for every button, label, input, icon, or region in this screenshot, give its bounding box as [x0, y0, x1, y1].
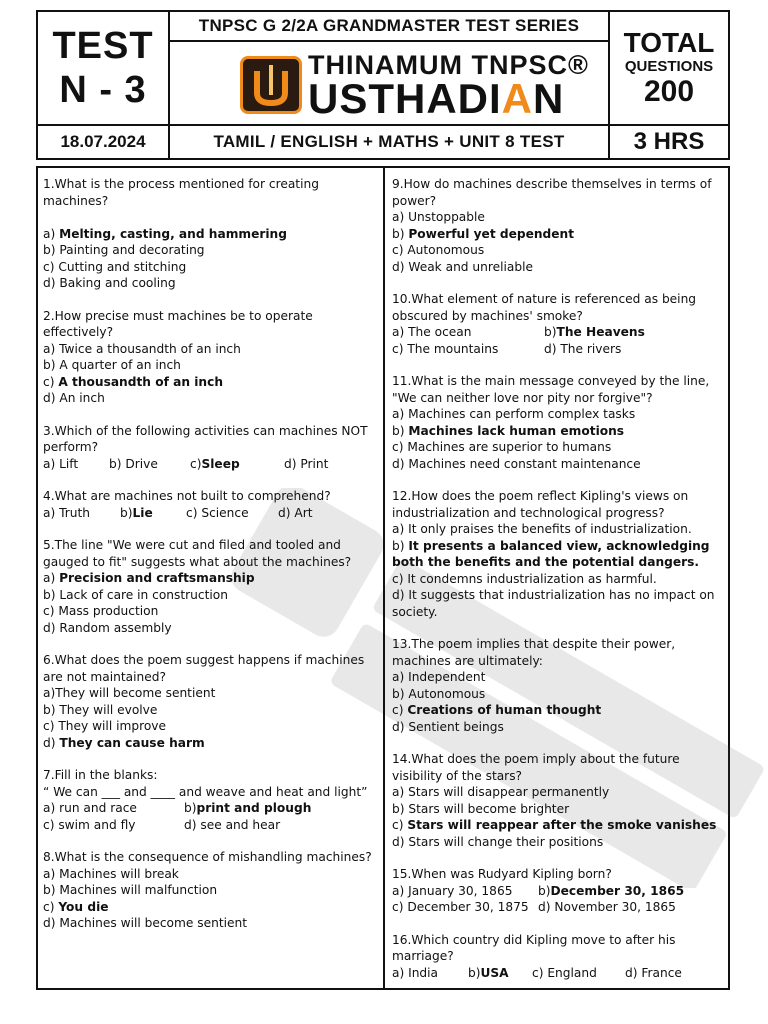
question-11: 11.What is the main message conveyed by the line, "We can neither love nor pity nor forgive"? a) Machines can perform complex tasks b) Machines lack human emotions c) Machines are superior to humans d) Machines need constant maintenance — [392, 374, 710, 471]
logo-line2: USTHADIAN — [308, 75, 565, 122]
logo-badge-icon — [240, 56, 302, 114]
question-12: 12.How does the poem reflect Kipling's views on industrialization and technological progress? a) It only praises the benefits of industrialization. b) It presents a balanced view, acknowledging both the benefits and the potential dangers. c) It condemns industrialization as harmful. d) It suggests that industrialization has no impact on society. — [392, 489, 715, 619]
question-4: 4.What are machines not built to comprehend? a) Truth b)Lie c) Science d) Art — [43, 489, 331, 520]
total-count: 200 — [643, 75, 695, 108]
test-subject: TAMIL / ENGLISH + MATHS + UNIT 8 TEST — [170, 126, 610, 158]
question-7: 7.Fill in the blanks: “ We can ___ and ____ and weave and heat and light” a) run and race b)print and plough c) swim and fly d) see and hear — [43, 768, 368, 832]
questions-panel — [36, 166, 730, 990]
questions-label: QUESTIONS — [624, 58, 714, 75]
logo-line1: THINAMUM TNPSC® — [308, 50, 589, 80]
question-1: 1.What is the process mentioned for creating machines? a) Melting, casting, and hammering b) Painting and decorating c) Cutting and stitching d) Baking and cooling — [43, 177, 319, 290]
test-date: 18.07.2024 — [38, 126, 170, 158]
left-column — [43, 176, 375, 948]
right-column — [392, 176, 722, 997]
question-16: 16.Which country did Kipling move to after his marriage? a) India b)USA c) England d) France — [392, 932, 682, 980]
question-10: 10.What element of nature is referenced as being obscured by machines' smoke? a) The ocean b)The Heavens c) The mountains d) The rivers — [392, 292, 697, 356]
question-3: 3.Which of the following activities can machines NOT perform? a) Lift b) Drive c)Sleep d) Print — [43, 423, 368, 471]
brand-logo — [170, 42, 610, 126]
column-divider — [383, 168, 385, 988]
question-13: 13.The poem implies that despite their power, machines are ultimately: a) Independent b) Autonomous c) Creations of human thought d) Sentient beings — [392, 637, 676, 734]
series-title: TNPSC G 2/2A GRANDMASTER TEST SERIES — [170, 12, 610, 42]
question-15: 15.When was Rudyard Kipling born? a) January 30, 1865 b)December 30, 1865 c) December 30, 1875 d) November 30, 1865 — [392, 867, 685, 914]
question-8: 8.What is the consequence of mishandling machines? a) Machines will break b) Machines will malfunction c) You die d) Machines will become sentient — [43, 850, 372, 930]
total-label: TOTAL — [623, 27, 715, 58]
question-5: 5.The line "We were cut and filed and tooled and gauged to fit" suggests what about the machines? a) Precision and craftsmanship b) Lack of care in construction c) Mass production d) Random assembly — [43, 538, 352, 635]
question-6: 6.What does the poem suggest happens if machines are not maintained? a)They will become sentient b) They will evolve c) They will improve d) They can cause harm — [43, 653, 365, 750]
question-9: 9.How do machines describe themselves in terms of power? a) Unstoppable b) Powerful yet dependent c) Autonomous d) Weak and unreliable — [392, 177, 712, 274]
test-duration: 3 HRS — [633, 128, 705, 155]
total-questions-box — [610, 12, 728, 126]
test-header — [36, 10, 730, 160]
test-id-box — [38, 12, 170, 126]
question-14: 14.What does the poem imply about the future visibility of the stars? a) Stars will disappear permanently b) Stars will become brighter c) Stars will reappear after the smoke vanishes d) Stars will change their positions — [392, 752, 717, 849]
question-2: 2.How precise must machines be to operate effectively? a) Twice a thousandth of an inch b) A quarter of an inch c) A thousandth of an inch d) An inch — [43, 308, 313, 405]
test-number: N - 3 — [59, 69, 147, 111]
test-word: TEST — [52, 25, 154, 67]
